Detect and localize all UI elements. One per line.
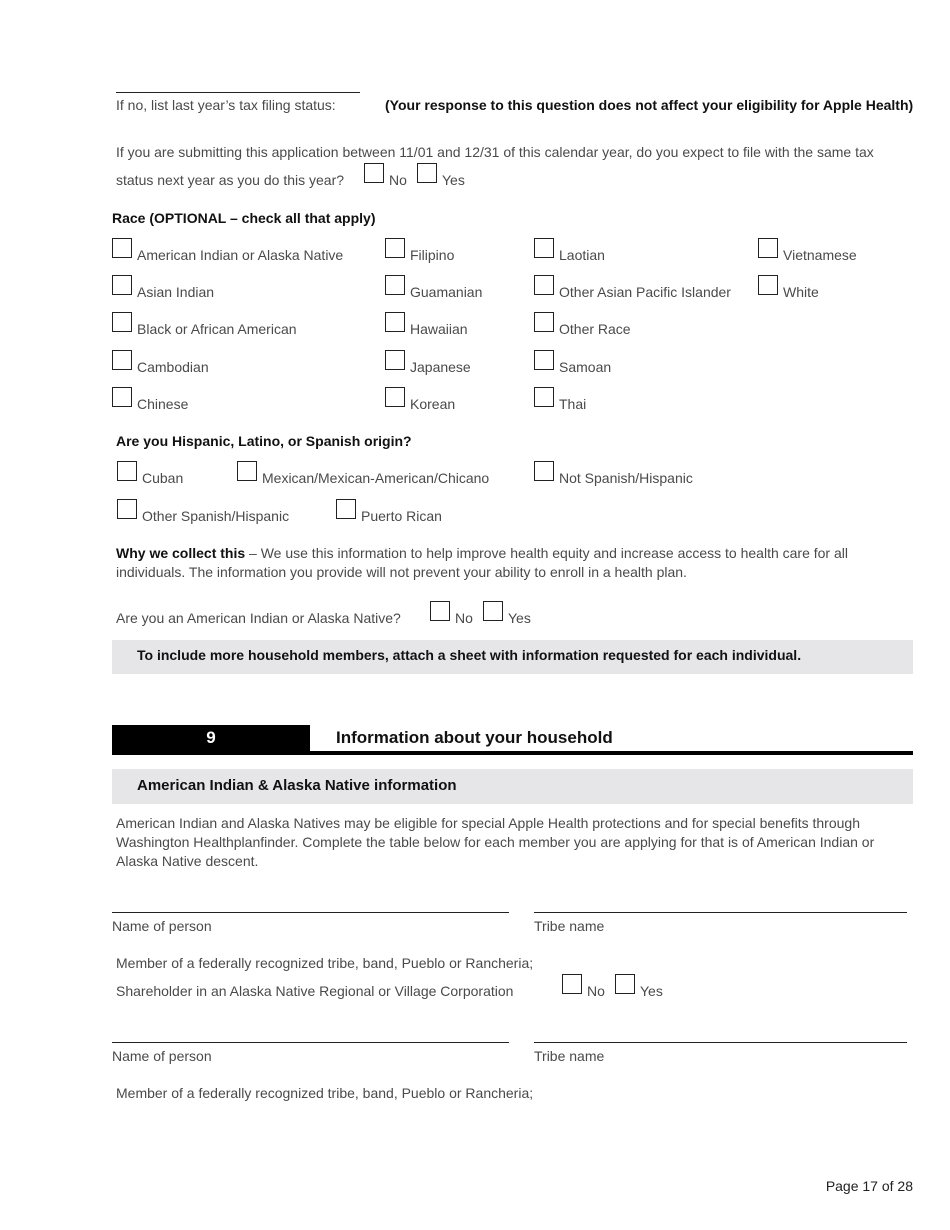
section-number: 9: [206, 728, 216, 747]
page-number: Page 17 of 28: [825, 1178, 913, 1194]
race-checkbox[interactable]: [758, 275, 778, 295]
race-checkbox[interactable]: [385, 275, 405, 295]
hispanic-option-label: Puerto Rican: [361, 508, 442, 524]
hispanic-checkbox[interactable]: [117, 499, 137, 519]
hispanic-checkbox[interactable]: [534, 461, 554, 481]
name-of-person-label: Name of person: [112, 1048, 212, 1064]
race-option-label: Asian Indian: [137, 284, 215, 300]
aian-no-checkbox[interactable]: [430, 601, 450, 621]
aian-no-label: No: [455, 610, 473, 626]
race-checkbox[interactable]: [112, 312, 132, 332]
aian-yes-label: Yes: [508, 610, 531, 626]
aian-yes-checkbox[interactable]: [483, 601, 503, 621]
name-of-person-label: Name of person: [112, 918, 212, 934]
race-checkbox[interactable]: [534, 238, 554, 258]
tax-no-label: No: [389, 172, 407, 188]
member-yes-label: Yes: [640, 983, 663, 999]
race-checkbox[interactable]: [385, 350, 405, 370]
race-checkbox[interactable]: [534, 387, 554, 407]
hispanic-checkbox[interactable]: [336, 499, 356, 519]
tax-status-note: (Your response to this question does not affect your eligibility for Apple Health): [385, 97, 914, 113]
race-option-label: Thai: [559, 396, 587, 412]
tax-status-input-line[interactable]: [116, 92, 360, 93]
race-option-label: Cambodian: [137, 359, 209, 375]
section-rule: [112, 751, 913, 755]
tax-yes-checkbox[interactable]: [417, 163, 437, 183]
race-option-label: Chinese: [137, 396, 189, 412]
race-checkbox[interactable]: [534, 275, 554, 295]
tax-question-line1: If you are submitting this application between 11/01 and 12/31 of this calendar year, do you expect to file with the same tax: [116, 144, 874, 160]
race-option-label: Other Asian Pacific Islander: [559, 284, 731, 300]
race-option-label: White: [783, 284, 819, 300]
race-option-label: Black or African American: [137, 321, 297, 337]
hispanic-option-label: Cuban: [142, 470, 184, 486]
race-checkbox[interactable]: [534, 312, 554, 332]
race-option-label: Other Race: [559, 321, 631, 337]
race-checkbox[interactable]: [385, 238, 405, 258]
why-bold-label: Why we collect this: [116, 545, 246, 561]
tax-question-line2: status next year as you do this year?: [116, 172, 345, 188]
name-of-person-input-line[interactable]: [112, 1042, 509, 1043]
why-text: – We use this information to help improve health equity and increase access to health care for all individuals. The information you provide will not prevent your ability to enroll in a health plan.: [116, 545, 848, 580]
shareholder-line: Shareholder in an Alaska Native Regional or Village Corporation: [116, 983, 514, 999]
race-checkbox[interactable]: [112, 275, 132, 295]
race-option-label: Samoan: [559, 359, 612, 375]
race-option-label: Guamanian: [410, 284, 483, 300]
hispanic-heading: Are you Hispanic, Latino, or Spanish origin?: [116, 433, 412, 449]
tax-no-checkbox[interactable]: [364, 163, 384, 183]
hispanic-checkbox[interactable]: [117, 461, 137, 481]
race-option-label: Filipino: [410, 247, 455, 263]
hispanic-option-label: Mexican/Mexican-American/Chicano: [262, 470, 490, 486]
race-option-label: Vietnamese: [783, 247, 857, 263]
race-checkbox[interactable]: [112, 350, 132, 370]
tax-yes-label: Yes: [442, 172, 465, 188]
hispanic-option-label: Not Spanish/Hispanic: [559, 470, 693, 486]
race-checkbox[interactable]: [758, 238, 778, 258]
hispanic-checkbox[interactable]: [237, 461, 257, 481]
race-option-label: Korean: [410, 396, 456, 412]
race-option-label: Hawaiian: [410, 321, 468, 337]
member-tribe-line: Member of a federally recognized tribe, band, Pueblo or Rancheria;: [116, 955, 534, 971]
subsection-title: American Indian & Alaska Native information: [137, 777, 457, 794]
member-no-checkbox[interactable]: [562, 974, 582, 994]
member-tribe-line: Member of a federally recognized tribe, band, Pueblo or Rancheria;: [116, 1085, 534, 1101]
name-of-person-input-line[interactable]: [112, 912, 509, 913]
section-title: Information about your household: [336, 728, 613, 747]
aian-question-label: Are you an American Indian or Alaska Native?: [116, 610, 401, 626]
race-option-label: American Indian or Alaska Native: [137, 247, 344, 263]
tribe-name-input-line[interactable]: [534, 912, 907, 913]
race-heading: Race (OPTIONAL – check all that apply): [112, 210, 376, 226]
member-no-label: No: [587, 983, 605, 999]
tax-status-label: If no, list last year’s tax filing status:: [116, 97, 336, 113]
tribe-name-input-line[interactable]: [534, 1042, 907, 1043]
race-checkbox[interactable]: [534, 350, 554, 370]
race-checkbox[interactable]: [112, 238, 132, 258]
tribe-name-label: Tribe name: [534, 1048, 605, 1064]
race-option-label: Japanese: [410, 359, 471, 375]
race-checkbox[interactable]: [385, 387, 405, 407]
tribe-name-label: Tribe name: [534, 918, 605, 934]
member-yes-checkbox[interactable]: [615, 974, 635, 994]
aian-intro-paragraph: American Indian and Alaska Natives may be eligible for special Apple Health protections and for special benefits through Washington Healthplanfinder. Complete the table below for each member you are applying for that is of American Indian or Alaska Native descent.: [116, 815, 875, 869]
race-checkbox[interactable]: [385, 312, 405, 332]
race-option-label: Laotian: [559, 247, 605, 263]
race-checkbox[interactable]: [112, 387, 132, 407]
banner-text: To include more household members, attach a sheet with information requested for each individual.: [137, 647, 802, 663]
hispanic-option-label: Other Spanish/Hispanic: [142, 508, 290, 524]
why-we-collect-paragraph: [116, 544, 886, 582]
